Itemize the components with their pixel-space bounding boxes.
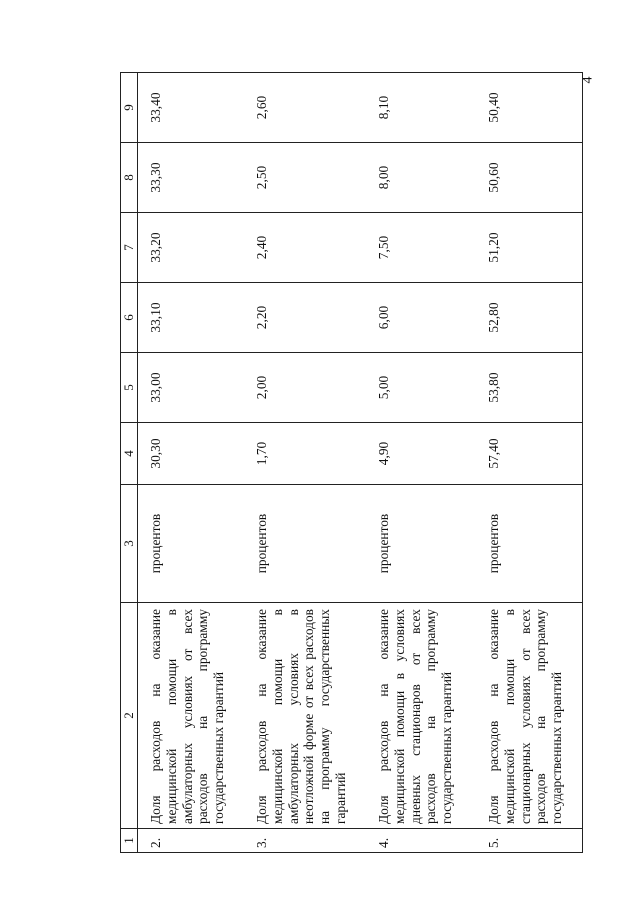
row-value: 5,00 — [366, 353, 476, 423]
column-header: 9 — [121, 73, 138, 143]
row-value: 33,00 — [138, 353, 245, 423]
row-value: 2,40 — [244, 213, 366, 283]
row-value: 8,00 — [366, 143, 476, 213]
row-value: 6,00 — [366, 283, 476, 353]
row-number: 4. — [366, 829, 476, 853]
column-header: 1 — [121, 829, 138, 853]
table-header-row — [121, 73, 138, 853]
indicators-table — [120, 72, 583, 853]
row-unit: процентов — [476, 485, 583, 603]
table-row — [476, 73, 583, 853]
column-header: 5 — [121, 353, 138, 423]
column-header: 7 — [121, 213, 138, 283]
row-value: 50,40 — [476, 73, 583, 143]
table-row — [366, 73, 476, 853]
row-unit: процентов — [366, 485, 476, 603]
row-value: 4,90 — [366, 423, 476, 485]
row-description: Доля расходов на оказание медицинской помощи в стационарных условиях от всех расходов на программу государственных гарантий — [476, 603, 583, 829]
column-header: 8 — [121, 143, 138, 213]
column-header: 4 — [121, 423, 138, 485]
row-value: 8,10 — [366, 73, 476, 143]
row-value: 50,60 — [476, 143, 583, 213]
row-value: 7,50 — [366, 213, 476, 283]
row-value: 33,20 — [138, 213, 245, 283]
page-number: 4 — [580, 76, 596, 84]
row-value: 2,50 — [244, 143, 366, 213]
table-row — [138, 73, 245, 853]
row-unit: процентов — [244, 485, 366, 603]
column-header: 6 — [121, 283, 138, 353]
row-value: 2,20 — [244, 283, 366, 353]
row-description: Доля расходов на оказание медицинской помощи в условиях дневных стационаров от всех расходов на программу государственных гарантий — [366, 603, 476, 829]
row-description: Доля расходов на оказание медицинской помощи в амбулаторных условиях в неотложной форме от всех расходов на программу государственных гарантий — [244, 603, 366, 829]
row-value: 33,40 — [138, 73, 245, 143]
row-number: 2. — [138, 829, 245, 853]
row-value: 2,00 — [244, 353, 366, 423]
row-number: 5. — [476, 829, 583, 853]
row-value: 57,40 — [476, 423, 583, 485]
row-value: 30,30 — [138, 423, 245, 485]
column-header: 2 — [121, 603, 138, 829]
row-value: 2,60 — [244, 73, 366, 143]
row-value: 51,20 — [476, 213, 583, 283]
row-value: 33,30 — [138, 143, 245, 213]
row-value: 33,10 — [138, 283, 245, 353]
column-header: 3 — [121, 485, 138, 603]
row-unit: процентов — [138, 485, 245, 603]
row-number: 3. — [244, 829, 366, 853]
row-value: 1,70 — [244, 423, 366, 485]
row-value: 53,80 — [476, 353, 583, 423]
table-row — [244, 73, 366, 853]
rotated-table-container — [120, 73, 610, 853]
row-value: 52,80 — [476, 283, 583, 353]
row-description: Доля расходов на оказание медицинской помощи в амбулаторных условиях от всех расходов на программу государственных гарантий — [138, 603, 245, 829]
